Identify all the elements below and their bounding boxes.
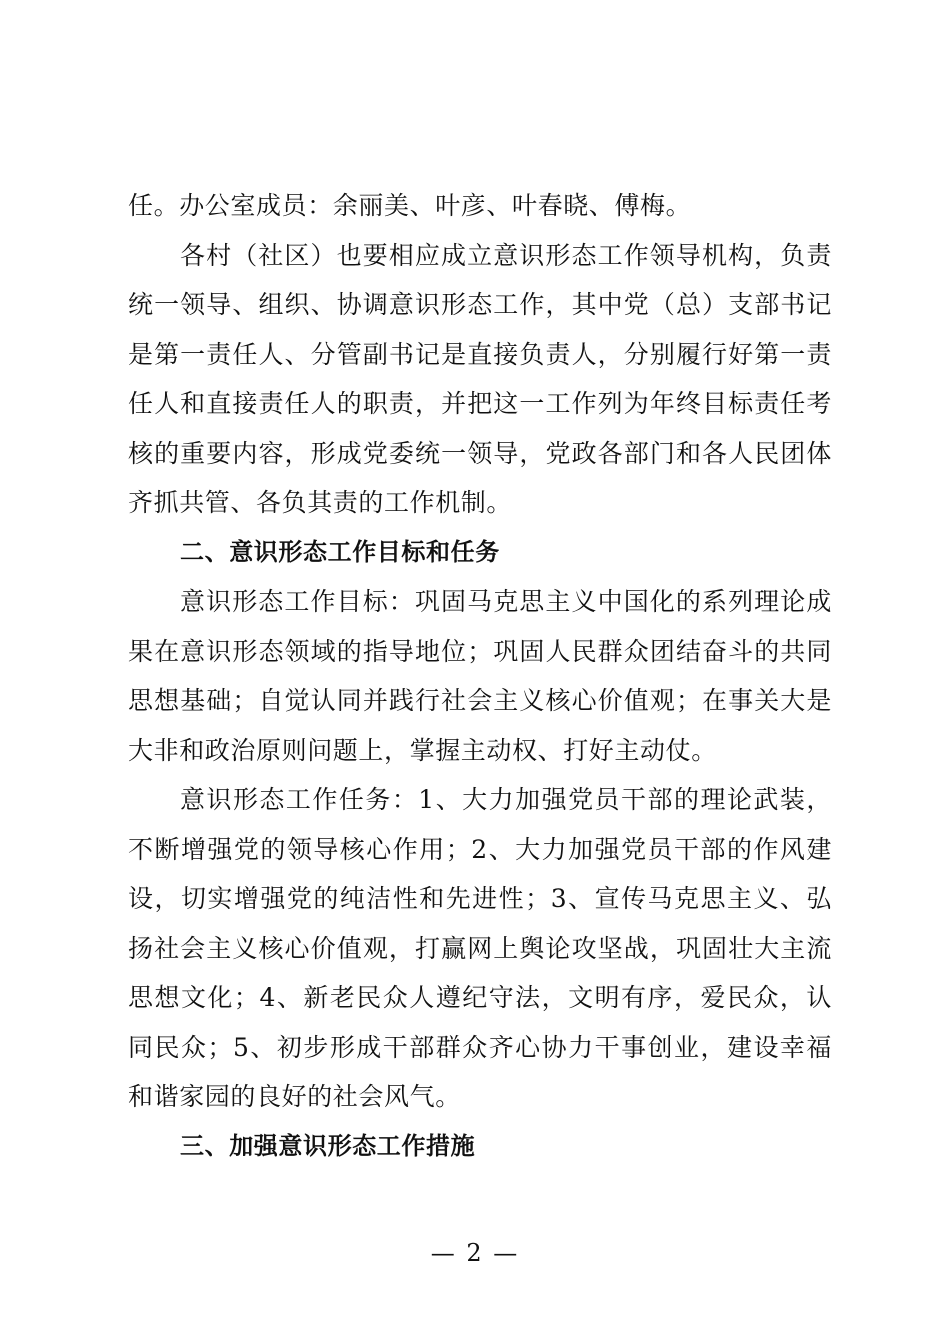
document-body: [128, 181, 832, 1171]
paragraph-work-goals: 意识形态工作目标：巩固马克思主义中国化的系列理论成果在意识形态领域的指导地位；巩固人民群众团结奋斗的共同思想基础；自觉认同并践行社会主义核心价值观；在事关大是大非和政治原则问题上，掌握主动权、打好主动仗。: [128, 587, 832, 765]
paragraph-office-members: 任。办公室成员：余丽美、叶彦、叶春晓、傅梅。: [128, 191, 692, 220]
paragraph-work-tasks: 意识形态工作任务：1、大力加强党员干部的理论武装，不断增强党的领导核心作用；2、大力加强党员干部的作风建设，切实增强党的纯洁性和先进性；3、宣传马克思主义、弘扬社会主义核心价值观，打赢网上舆论攻坚战，巩固壮大主流思想文化；4、新老民众人遵纪守法，文明有序，爱民众，认同民众；5、初步形成干部群众齐心协力干事创业，建设幸福和谐家园的良好的社会风气。: [128, 785, 832, 1111]
section-heading-goals-tasks: 二、意识形态工作目标和任务: [180, 537, 500, 566]
page-number: — 2 —: [430, 1239, 520, 1267]
section-heading-measures: 三、加强意识形态工作措施: [180, 1131, 476, 1160]
paragraph-village-leadership: 各村（社区）也要相应成立意识形态工作领导机构，负责统一领导、组织、协调意识形态工作，其中党（总）支部书记是第一责任人、分管副书记是直接负责人，分别履行好第一责任人和直接责任人的职责，并把这一工作列为年终目标责任考核的重要内容，形成党委统一领导，党政各部门和各人民团体齐抓共管、各负其责的工作机制。: [128, 240, 832, 517]
